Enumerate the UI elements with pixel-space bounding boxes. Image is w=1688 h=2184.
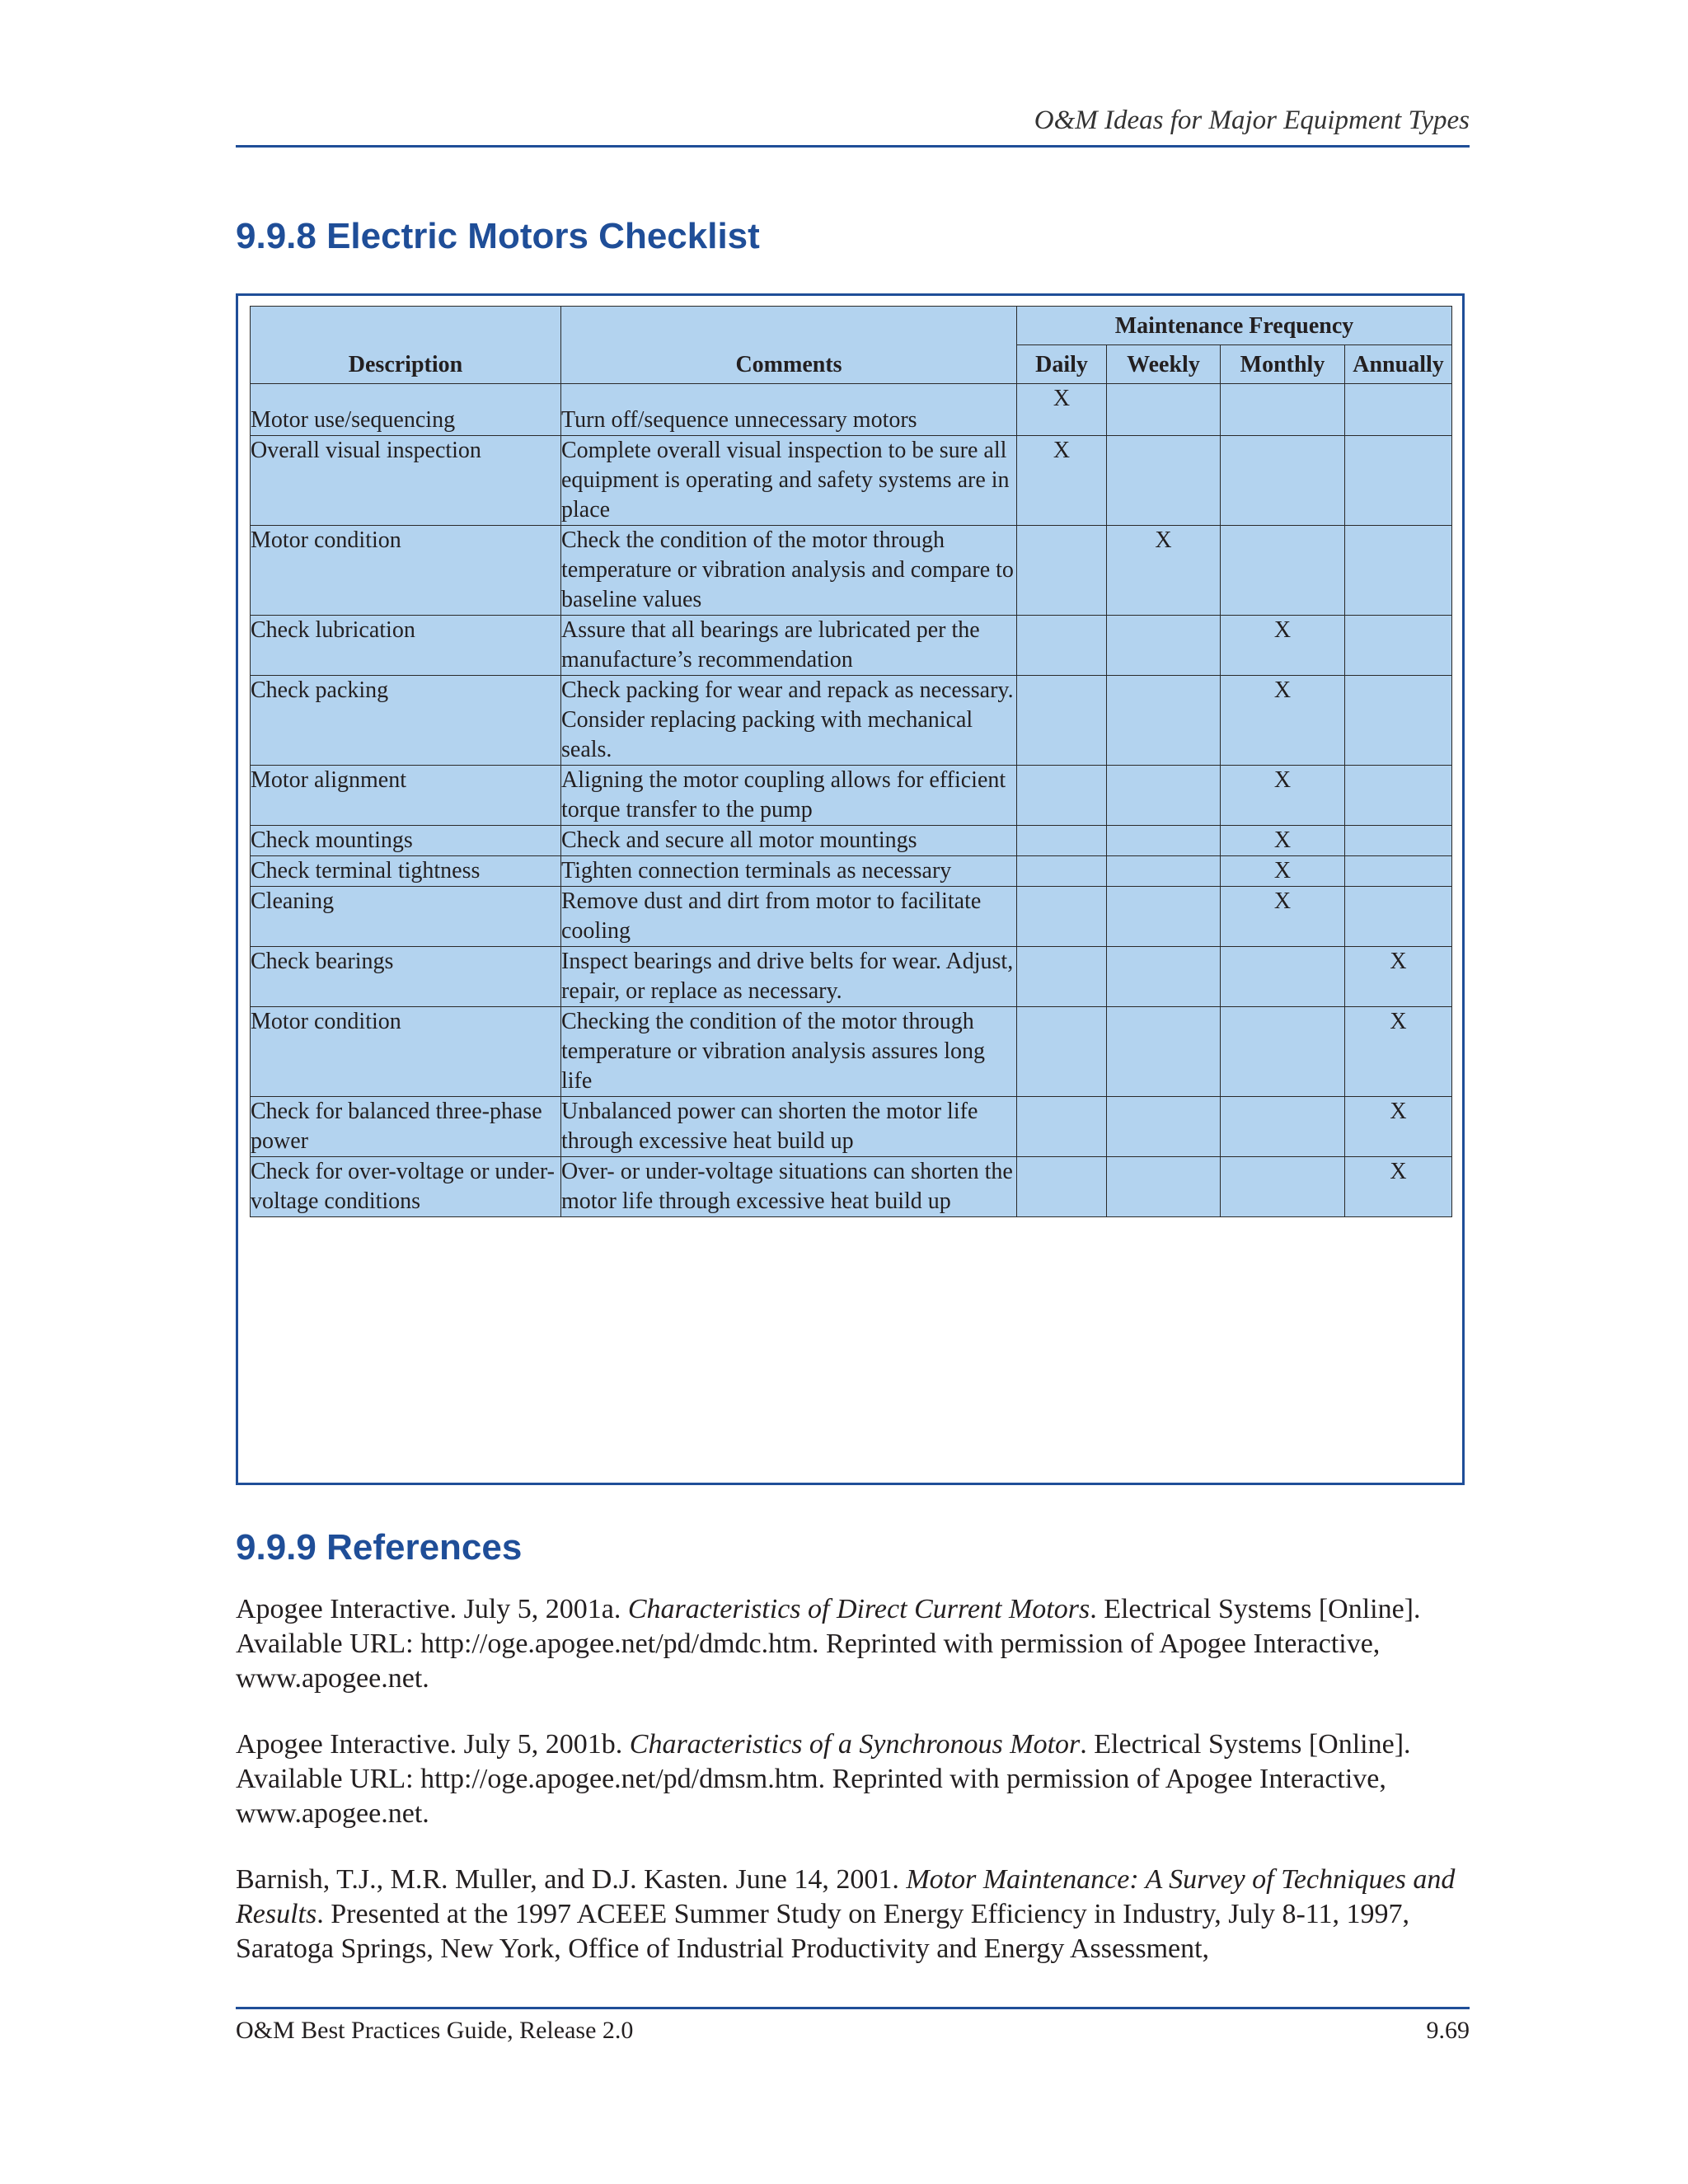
row-description: Motor condition: [251, 526, 561, 616]
frequency-cell-weekly: [1107, 436, 1221, 526]
row-description: Check mountings: [251, 826, 561, 856]
row-description: Check bearings: [251, 947, 561, 1007]
row-description: Motor condition: [251, 1007, 561, 1097]
row-comments: Complete overall visual inspection to be sure all equipment is operating and safety systems are in place: [561, 436, 1017, 526]
reference-entry: [236, 1863, 1470, 1966]
frequency-cell-annually: [1345, 766, 1452, 826]
reference-details: . Electrical Systems [Online]. Available URL: http://oge.apogee.net/pd/dmdc.htm. Reprinted with permission of Apogee Interactive, www.apogee.net.: [236, 1594, 1421, 1694]
row-description: Check for balanced three-phase power: [251, 1097, 561, 1157]
frequency-cell-annually: X: [1345, 1157, 1452, 1217]
frequency-cell-annually: [1345, 826, 1452, 856]
row-description: Check for over-voltage or under-voltage conditions: [251, 1157, 561, 1217]
reference-details: . Electrical Systems [Online]. Available URL: http://oge.apogee.net/pd/dmsm.htm. Reprinted with permission of Apogee Interactive, www.apogee.net.: [236, 1729, 1411, 1829]
frequency-cell-daily: [1017, 887, 1107, 947]
frequency-cell-daily: [1017, 826, 1107, 856]
table-row: [251, 1157, 1452, 1217]
frequency-cell-daily: [1017, 616, 1107, 676]
frequency-cell-daily: [1017, 1007, 1107, 1097]
frequency-cell-weekly: [1107, 1157, 1221, 1217]
header-monthly: Monthly: [1221, 345, 1345, 384]
row-comments: Inspect bearings and drive belts for wear. Adjust, repair, or replace as necessary.: [561, 947, 1017, 1007]
header-rule: [236, 145, 1470, 148]
table-row: [251, 1097, 1452, 1157]
table-row: [251, 947, 1452, 1007]
checklist-section-title: 9.9.8 Electric Motors Checklist: [236, 216, 760, 256]
frequency-cell-monthly: X: [1221, 856, 1345, 887]
frequency-cell-monthly: [1221, 1157, 1345, 1217]
row-comments: Turn off/sequence unnecessary motors: [561, 384, 1017, 436]
frequency-cell-weekly: [1107, 616, 1221, 676]
checklist-body: [251, 384, 1452, 1217]
frequency-cell-annually: [1345, 616, 1452, 676]
table-row: [251, 526, 1452, 616]
table-row: [251, 616, 1452, 676]
reference-authors-date: Apogee Interactive. July 5, 2001b.: [236, 1729, 630, 1760]
frequency-cell-daily: [1017, 947, 1107, 1007]
frequency-cell-annually: [1345, 526, 1452, 616]
frequency-cell-daily: [1017, 1097, 1107, 1157]
table-row: [251, 384, 1452, 436]
frequency-cell-daily: [1017, 1157, 1107, 1217]
footer-guide-title: O&M Best Practices Guide, Release 2.0: [236, 2017, 634, 2044]
frequency-cell-weekly: [1107, 1007, 1221, 1097]
row-comments: Check the condition of the motor through temperature or vibration analysis and compare to baseline values: [561, 526, 1017, 616]
frequency-cell-annually: [1345, 887, 1452, 947]
reference-title: Characteristics of Direct Current Motors: [627, 1594, 1090, 1624]
frequency-cell-weekly: [1107, 384, 1221, 436]
table-row: [251, 766, 1452, 826]
row-description: Cleaning: [251, 887, 561, 947]
frequency-cell-monthly: [1221, 1097, 1345, 1157]
row-description: Check packing: [251, 676, 561, 766]
row-comments: Aligning the motor coupling allows for efficient torque transfer to the pump: [561, 766, 1017, 826]
header-description: Description: [251, 307, 561, 384]
table-row: [251, 436, 1452, 526]
reference-details: . Presented at the 1997 ACEEE Summer Study on Energy Efficiency in Industry, July 8-11, 1997, Saratoga Springs, New York, Office of Industrial Productivity and Energy Assessment,: [236, 1899, 1410, 1964]
row-description: Check terminal tightness: [251, 856, 561, 887]
row-comments: Check and secure all motor mountings: [561, 826, 1017, 856]
row-comments: Remove dust and dirt from motor to facilitate cooling: [561, 887, 1017, 947]
frequency-cell-annually: [1345, 436, 1452, 526]
reference-authors-date: Barnish, T.J., M.R. Muller, and D.J. Kasten. June 14, 2001.: [236, 1864, 907, 1895]
frequency-cell-weekly: [1107, 887, 1221, 947]
row-comments: Over- or under-voltage situations can shorten the motor life through excessive heat build up: [561, 1157, 1017, 1217]
frequency-cell-daily: X: [1017, 436, 1107, 526]
reference-authors-date: Apogee Interactive. July 5, 2001a.: [236, 1594, 628, 1624]
frequency-cell-monthly: X: [1221, 826, 1345, 856]
references-section-title: 9.9.9 References: [236, 1527, 523, 1568]
frequency-cell-monthly: [1221, 1007, 1345, 1097]
frequency-cell-monthly: X: [1221, 887, 1345, 947]
row-description: Motor use/sequencing: [251, 384, 561, 436]
frequency-cell-annually: X: [1345, 1007, 1452, 1097]
frequency-cell-monthly: X: [1221, 616, 1345, 676]
table-row: [251, 826, 1452, 856]
reference-entry: [236, 1727, 1470, 1831]
frequency-cell-daily: X: [1017, 384, 1107, 436]
frequency-cell-weekly: [1107, 676, 1221, 766]
row-description: Check lubrication: [251, 616, 561, 676]
frequency-cell-annually: X: [1345, 1097, 1452, 1157]
frequency-cell-annually: [1345, 384, 1452, 436]
frequency-cell-weekly: [1107, 766, 1221, 826]
frequency-cell-monthly: [1221, 526, 1345, 616]
frequency-cell-weekly: [1107, 826, 1221, 856]
frequency-cell-weekly: [1107, 1097, 1221, 1157]
header-daily: Daily: [1017, 345, 1107, 384]
frequency-cell-annually: [1345, 676, 1452, 766]
frequency-cell-annually: X: [1345, 947, 1452, 1007]
frequency-cell-daily: [1017, 526, 1107, 616]
header-comments: Comments: [561, 307, 1017, 384]
header-weekly: Weekly: [1107, 345, 1221, 384]
frequency-cell-daily: [1017, 766, 1107, 826]
table-row: [251, 1007, 1452, 1097]
row-comments: Checking the condition of the motor through temperature or vibration analysis assures long life: [561, 1007, 1017, 1097]
row-comments: Tighten connection terminals as necessary: [561, 856, 1017, 887]
frequency-cell-daily: [1017, 676, 1107, 766]
electric-motors-checklist-table: [250, 306, 1452, 1217]
footer-rule: [236, 2007, 1470, 2009]
frequency-cell-weekly: [1107, 947, 1221, 1007]
table-row: [251, 856, 1452, 887]
header-annually: Annually: [1345, 345, 1452, 384]
frequency-cell-annually: [1345, 856, 1452, 887]
references-list: [236, 1592, 1470, 1998]
frequency-cell-weekly: X: [1107, 526, 1221, 616]
row-description: Overall visual inspection: [251, 436, 561, 526]
reference-title: Characteristics of a Synchronous Motor: [629, 1729, 1081, 1760]
table-row: [251, 887, 1452, 947]
frequency-cell-monthly: [1221, 384, 1345, 436]
checklist-table-frame: [236, 293, 1465, 1485]
frequency-cell-weekly: [1107, 856, 1221, 887]
running-header: O&M Ideas for Major Equipment Types: [1034, 105, 1470, 135]
frequency-cell-monthly: X: [1221, 766, 1345, 826]
frequency-cell-monthly: [1221, 436, 1345, 526]
page-number: 9.69: [1426, 2017, 1470, 2044]
frequency-cell-monthly: [1221, 947, 1345, 1007]
row-description: Motor alignment: [251, 766, 561, 826]
frequency-cell-daily: [1017, 856, 1107, 887]
row-comments: Unbalanced power can shorten the motor life through excessive heat build up: [561, 1097, 1017, 1157]
reference-title: Motor Maintenance: A Survey of Techniques and Results: [236, 1864, 1456, 1929]
header-maintenance-frequency: Maintenance Frequency: [1017, 307, 1452, 345]
table-row: [251, 676, 1452, 766]
row-comments: Check packing for wear and repack as necessary. Consider replacing packing with mechanical seals.: [561, 676, 1017, 766]
frequency-cell-monthly: X: [1221, 676, 1345, 766]
reference-entry: [236, 1592, 1470, 1696]
row-comments: Assure that all bearings are lubricated per the manufacture’s recommendation: [561, 616, 1017, 676]
